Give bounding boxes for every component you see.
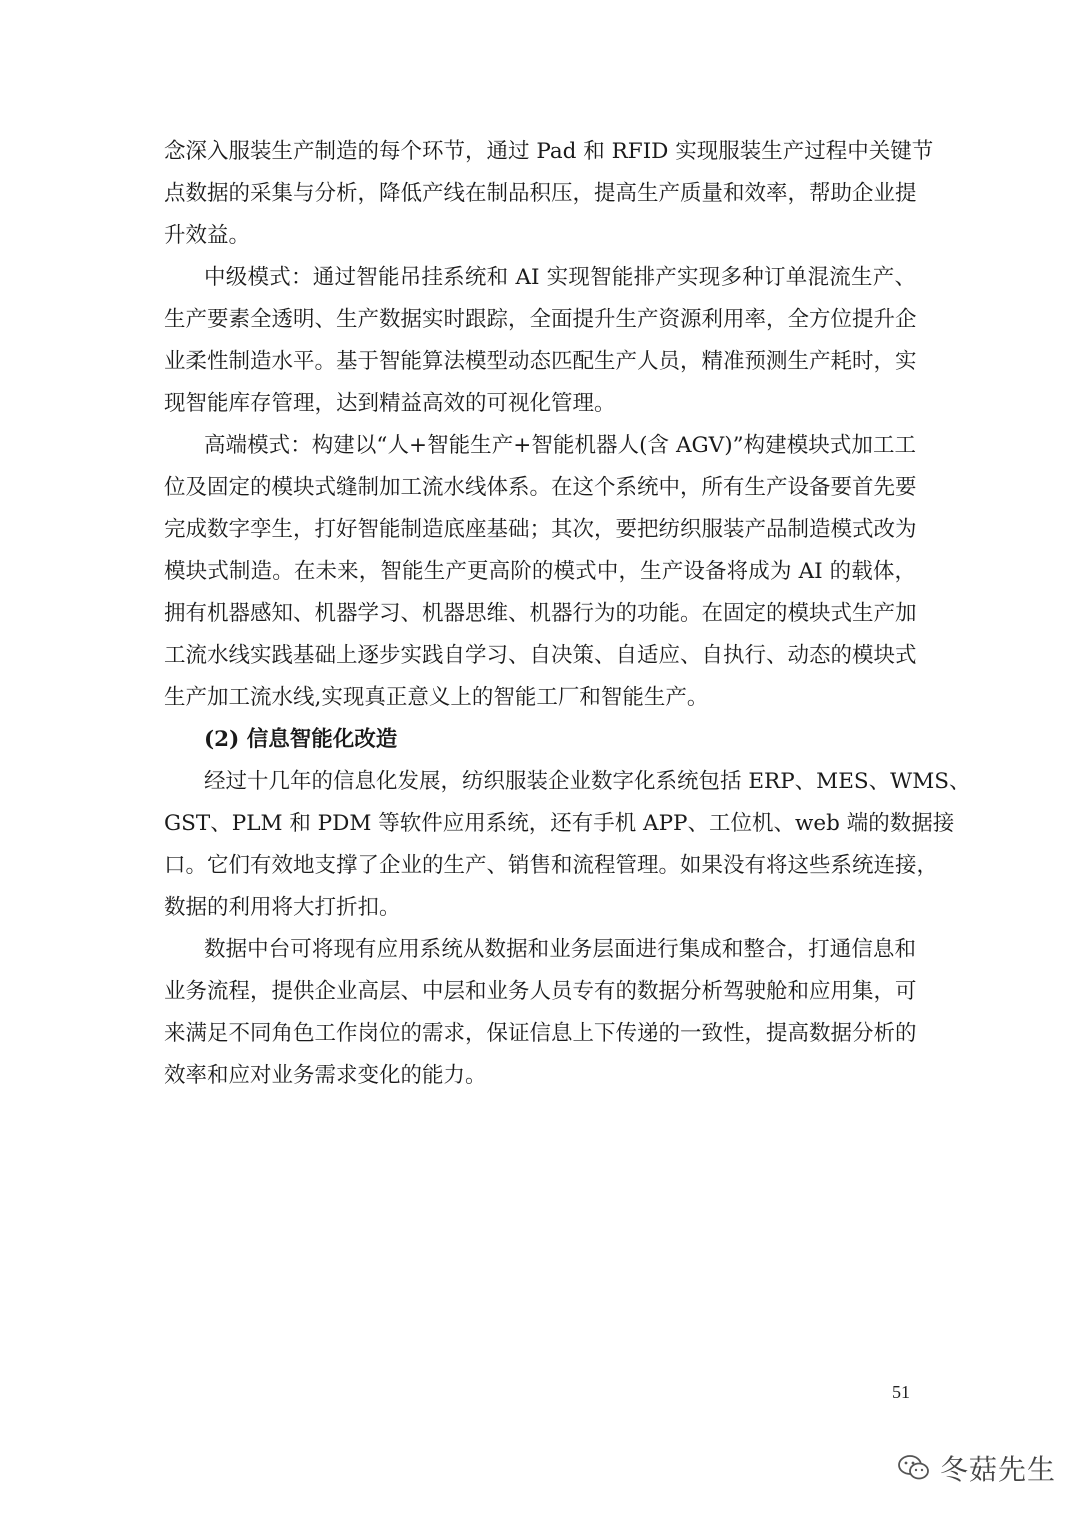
text-line: 业柔性制造水平。基于智能算法模型动态匹配生产人员，精准预测生产耗时，实 — [164, 349, 917, 374]
text-line: 升效益。 — [164, 223, 251, 248]
text-line: 念深入服装生产制造的每个环节，通过 Pad 和 RFID 实现服装生产过程中关键节 — [164, 139, 934, 164]
paragraph-4 — [164, 761, 971, 929]
text-line: 位及固定的模块式缝制加工流水线体系。在这个系统中，所有生产设备要首先要 — [164, 475, 917, 500]
text-line: 经过十几年的信息化发展，纺织服装企业数字化系统包括 ERP、MES、WMS、 — [204, 769, 971, 794]
text-line: 效率和应对业务需求变化的能力。 — [164, 1063, 487, 1088]
section-heading: (2) 信息智能化改造 — [204, 727, 398, 752]
watermark — [898, 1448, 1056, 1488]
document-body — [164, 131, 971, 1097]
text-line: 数据中台可将现有应用系统从数据和业务层面进行集成和整合，打通信息和 — [204, 937, 916, 962]
text-line: 工流水线实践基础上逐步实践自学习、自决策、自适应、自执行、动态的模块式 — [164, 643, 917, 668]
text-line: 高端模式：构建以“人+智能生产+智能机器人(含 AGV)”构建模块式加工工 — [204, 433, 916, 458]
text-line: 中级模式：通过智能吊挂系统和 AI 实现智能排产实现多种订单混流生产、 — [204, 265, 916, 290]
text-line: 模块式制造。在未来，智能生产更高阶的模式中，生产设备将成为 AI 的载体， — [164, 559, 916, 584]
text-line: 生产加工流水线,实现真正意义上的智能工厂和智能生产。 — [164, 685, 709, 710]
text-line: 数据的利用将大打折扣。 — [164, 895, 401, 920]
paragraph-2 — [164, 257, 916, 425]
text-line: 现智能库存管理，达到精益高效的可视化管理。 — [164, 391, 616, 416]
text-line: GST、PLM 和 PDM 等软件应用系统，还有手机 APP、工位机、web 端的数据接 — [164, 811, 955, 836]
wechat-icon — [898, 1454, 930, 1482]
paragraph-3 — [164, 425, 916, 719]
page-number: 51 — [892, 1382, 910, 1402]
text-line: 口。它们有效地支撑了企业的生产、销售和流程管理。如果没有将这些系统连接， — [164, 853, 939, 878]
text-line: 完成数字孪生，打好智能制造底座基础；其次，要把纺织服装产品制造模式改为 — [164, 517, 917, 542]
text-line: 来满足不同角色工作岗位的需求，保证信息上下传递的一致性，提高数据分析的 — [164, 1021, 917, 1046]
text-line: 拥有机器感知、机器学习、机器思维、机器行为的功能。在固定的模块式生产加 — [164, 601, 917, 626]
paragraph-1 — [164, 131, 934, 257]
paragraph-5 — [164, 929, 916, 1097]
text-line: 业务流程，提供企业高层、中层和业务人员专有的数据分析驾驶舱和应用集，可 — [164, 979, 917, 1004]
text-line: 生产要素全透明、生产数据实时跟踪，全面提升生产资源利用率，全方位提升企 — [164, 307, 917, 332]
text-line: 点数据的采集与分析，降低产线在制品积压，提高生产质量和效率，帮助企业提 — [164, 181, 917, 206]
watermark-text: 冬菇先生 — [940, 1453, 1057, 1486]
